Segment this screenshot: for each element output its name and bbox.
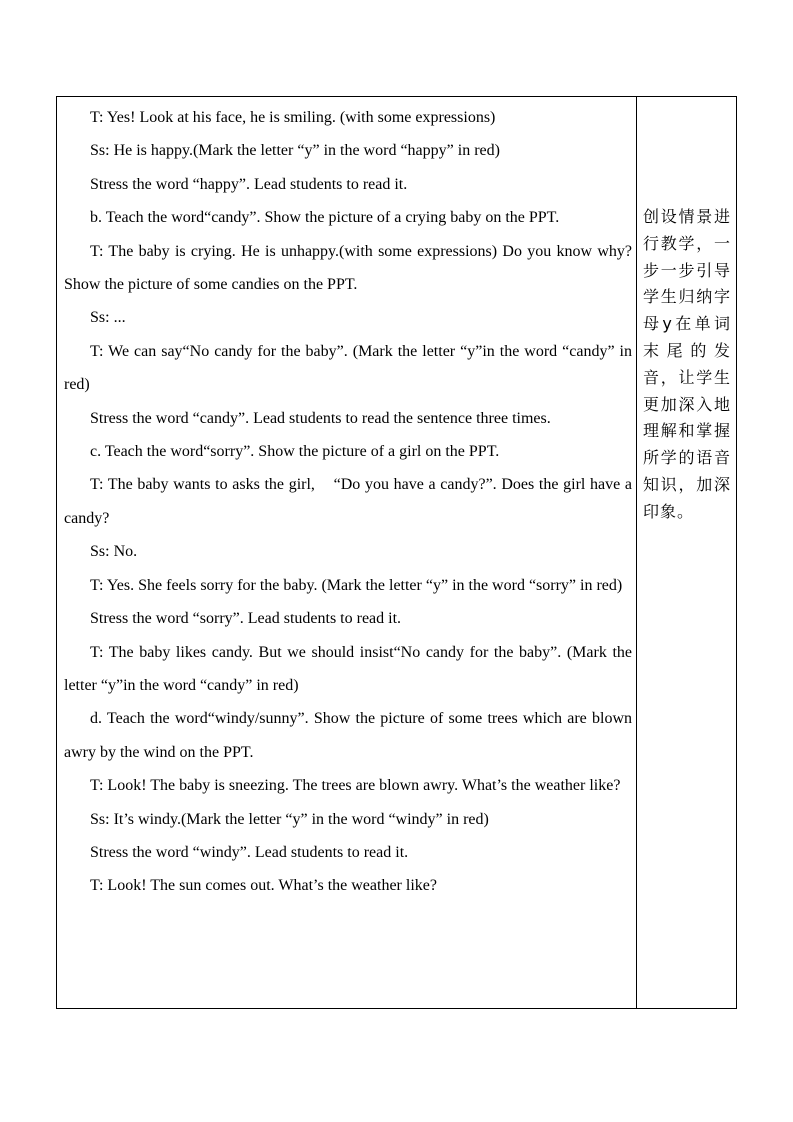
- design-intent-note: 创设情景进行教学，一步一步引导学生归纳字母y在单词末尾的发音，让学生更加深入地理解和掌握所学的语音知识，加深印象。: [643, 207, 731, 521]
- paragraph: Stress the word “windy”. Lead students to read it.: [90, 843, 409, 861]
- paragraph: Ss: ...: [90, 309, 126, 327]
- paragraph: T: We can say“No candy for the baby”. (Mark the letter “y”in the word “candy” in red): [64, 342, 632, 394]
- paragraph: T: Look! The baby is sneezing. The trees are blown awry. What’s the weather like?: [90, 777, 621, 795]
- lesson-table: [56, 96, 737, 1009]
- paragraph: Stress the word “candy”. Lead students to read the sentence three times.: [90, 409, 551, 427]
- paragraph: b. Teach the word“candy”. Show the picture of a crying baby on the PPT.: [90, 209, 560, 227]
- paragraph: T: The baby likes candy. But we should insist“No candy for the baby”. (Mark the letter “y”in the word “candy” in red): [64, 643, 632, 694]
- teaching-procedure-cell: [57, 97, 636, 1008]
- paragraph: Ss: No.: [90, 543, 138, 561]
- paragraph: T: Yes. She feels sorry for the baby. (Mark the letter “y” in the word “sorry” in red): [90, 576, 623, 594]
- teaching-procedure-text: [64, 101, 632, 903]
- paragraph: Stress the word “sorry”. Lead students to read it.: [90, 610, 402, 628]
- paragraph: T: The baby is crying. He is unhappy.(with some expressions) Do you know why?Show the picture of some candies on the PPT.: [64, 242, 632, 294]
- column-divider: [636, 97, 637, 1008]
- paragraph: Ss: It’s windy.(Mark the letter “y” in the word “windy” in red): [90, 810, 489, 828]
- paragraph: c. Teach the word“sorry”. Show the picture of a girl on the PPT.: [90, 443, 500, 461]
- paragraph: d. Teach the word“windy/sunny”. Show the picture of some trees which are blown awry by the wind on the PPT.: [64, 710, 632, 761]
- paragraph: Ss: He is happy.(Mark the letter “y” in the word “happy” in red): [90, 142, 500, 160]
- paragraph: Stress the word “happy”. Lead students to read it.: [90, 175, 408, 193]
- paragraph: T: Look! The sun comes out. What’s the weather like?: [90, 877, 437, 895]
- paragraph: T: The baby wants to asks the girl, “Do you have a candy?”. Does the girl have a candy?: [64, 476, 632, 527]
- paragraph: T: Yes! Look at his face, he is smiling. (with some expressions): [90, 109, 496, 126]
